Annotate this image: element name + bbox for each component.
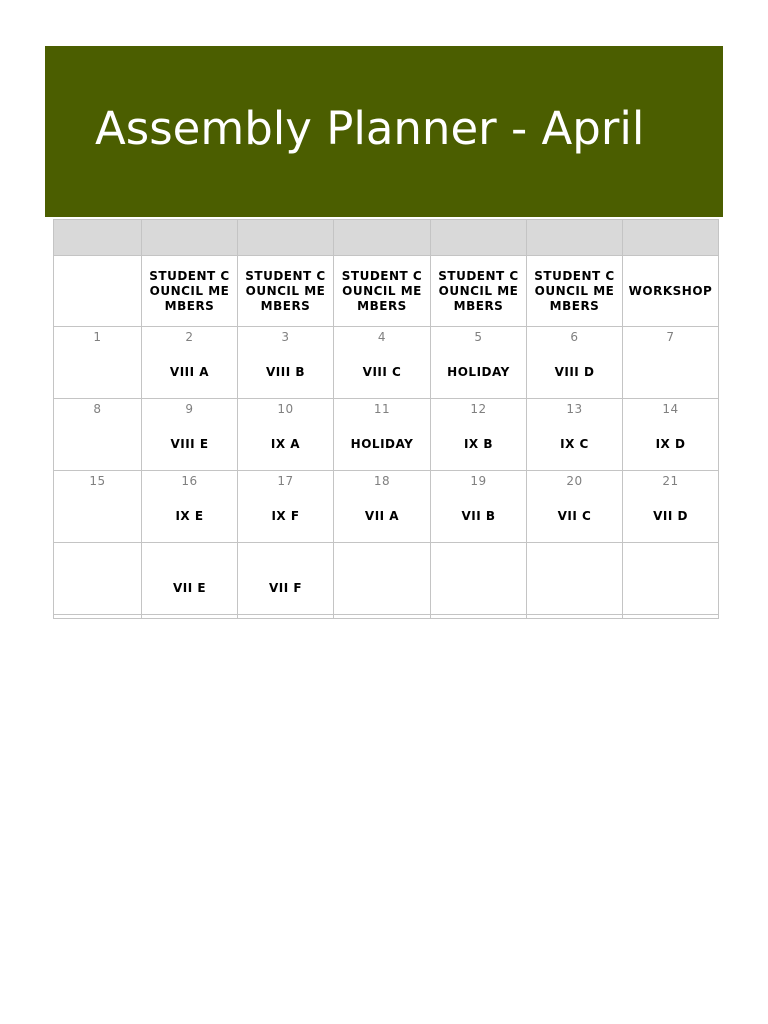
heading-label: STUDENT COUNCIL MEMBERS [341, 268, 423, 313]
day-number: 1 [93, 330, 102, 344]
header-band-cell [238, 220, 334, 256]
day-cell [527, 327, 623, 399]
day-cell [238, 399, 334, 471]
day-number: 10 [277, 402, 294, 416]
day-cell [431, 399, 527, 471]
page-title: Assembly Planner - April [95, 102, 645, 155]
trailing-cell [623, 615, 719, 619]
day-cell [54, 543, 142, 615]
planner-table [53, 219, 719, 619]
week-row [54, 543, 719, 615]
day-cell [431, 543, 527, 615]
heading-label: STUDENT COUNCIL MEMBERS [245, 268, 326, 313]
trailing-row [54, 615, 719, 619]
day-cell [142, 471, 238, 543]
day-cell [527, 543, 623, 615]
day-number: 11 [373, 402, 391, 416]
day-cell [54, 327, 142, 399]
heading-label: STUDENT COUNCIL MEMBERS [149, 268, 230, 313]
day-number [238, 546, 333, 561]
day-cell [623, 471, 719, 543]
day-number: 9 [185, 402, 194, 416]
day-number: 18 [373, 474, 391, 488]
trailing-cell [238, 615, 334, 619]
day-event: VII C [557, 509, 592, 523]
header-band-cell [431, 220, 527, 256]
day-number [527, 546, 622, 561]
heading-cell [142, 256, 238, 327]
day-cell [238, 543, 334, 615]
day-number: 3 [281, 330, 290, 344]
day-number: 19 [470, 474, 487, 488]
day-event: IX B [463, 437, 494, 451]
day-number: 17 [277, 474, 294, 488]
header-band-cell [142, 220, 238, 256]
header-band-row [54, 220, 719, 256]
day-number: 13 [566, 402, 583, 416]
title-banner [45, 46, 723, 217]
day-cell [431, 327, 527, 399]
heading-label: STUDENT COUNCIL MEMBERS [534, 268, 615, 313]
day-cell [142, 543, 238, 615]
day-cell [527, 399, 623, 471]
day-number: 20 [566, 474, 583, 488]
day-cell [54, 471, 142, 543]
day-number: 8 [93, 402, 102, 416]
heading-cell [334, 256, 431, 327]
day-event: VII F [268, 581, 303, 595]
day-cell [238, 327, 334, 399]
day-number: 7 [666, 330, 675, 344]
day-cell [334, 471, 431, 543]
day-event: HOLIDAY [447, 365, 510, 379]
header-band-cell [527, 220, 623, 256]
heading-row [54, 256, 719, 327]
day-event: VIII A [169, 365, 210, 379]
day-number [623, 546, 718, 561]
day-cell [431, 471, 527, 543]
header-band-cell [54, 220, 142, 256]
heading-cell [54, 256, 142, 327]
day-cell [334, 327, 431, 399]
day-event: VII B [461, 509, 496, 523]
day-event: IX E [175, 509, 204, 523]
day-event: VIII B [265, 365, 305, 379]
day-number: 15 [89, 474, 106, 488]
day-cell [527, 471, 623, 543]
day-event: VIII D [554, 365, 595, 379]
trailing-cell [142, 615, 238, 619]
day-event: IX F [271, 509, 300, 523]
day-number: 14 [662, 402, 679, 416]
trailing-cell [527, 615, 623, 619]
day-event: HOLIDAY [350, 437, 414, 451]
trailing-cell [334, 615, 431, 619]
day-event: IX A [270, 437, 301, 451]
day-cell [142, 399, 238, 471]
header-band-cell [623, 220, 719, 256]
day-event: IX C [560, 437, 589, 451]
day-event: VII E [172, 581, 207, 595]
day-cell [623, 399, 719, 471]
heading-cell [623, 256, 719, 327]
day-number: 16 [181, 474, 198, 488]
heading-cell [238, 256, 334, 327]
day-cell [623, 327, 719, 399]
day-number [54, 546, 141, 561]
heading-label: STUDENT COUNCIL MEMBERS [438, 268, 519, 313]
trailing-cell [54, 615, 142, 619]
day-number: 6 [570, 330, 579, 344]
day-cell [142, 327, 238, 399]
day-cell [238, 471, 334, 543]
day-number [142, 546, 237, 561]
day-number [431, 546, 526, 561]
day-number: 4 [377, 330, 387, 344]
week-row [54, 399, 719, 471]
day-number [334, 546, 430, 561]
day-cell [623, 543, 719, 615]
heading-cell [527, 256, 623, 327]
header-band-cell [334, 220, 431, 256]
day-cell [334, 543, 431, 615]
day-event: VII A [364, 509, 400, 523]
day-number: 2 [185, 330, 194, 344]
day-number: 12 [470, 402, 487, 416]
heading-label: WORKSHOP [628, 283, 713, 298]
day-cell [334, 399, 431, 471]
heading-cell [431, 256, 527, 327]
day-event: VIII E [170, 437, 209, 451]
day-number: 5 [474, 330, 483, 344]
week-row [54, 327, 719, 399]
day-number: 21 [662, 474, 679, 488]
week-row [54, 471, 719, 543]
day-event: VIII C [362, 365, 402, 379]
trailing-cell [431, 615, 527, 619]
day-event: IX D [655, 437, 686, 451]
day-cell [54, 399, 142, 471]
day-event: VII D [653, 509, 688, 523]
